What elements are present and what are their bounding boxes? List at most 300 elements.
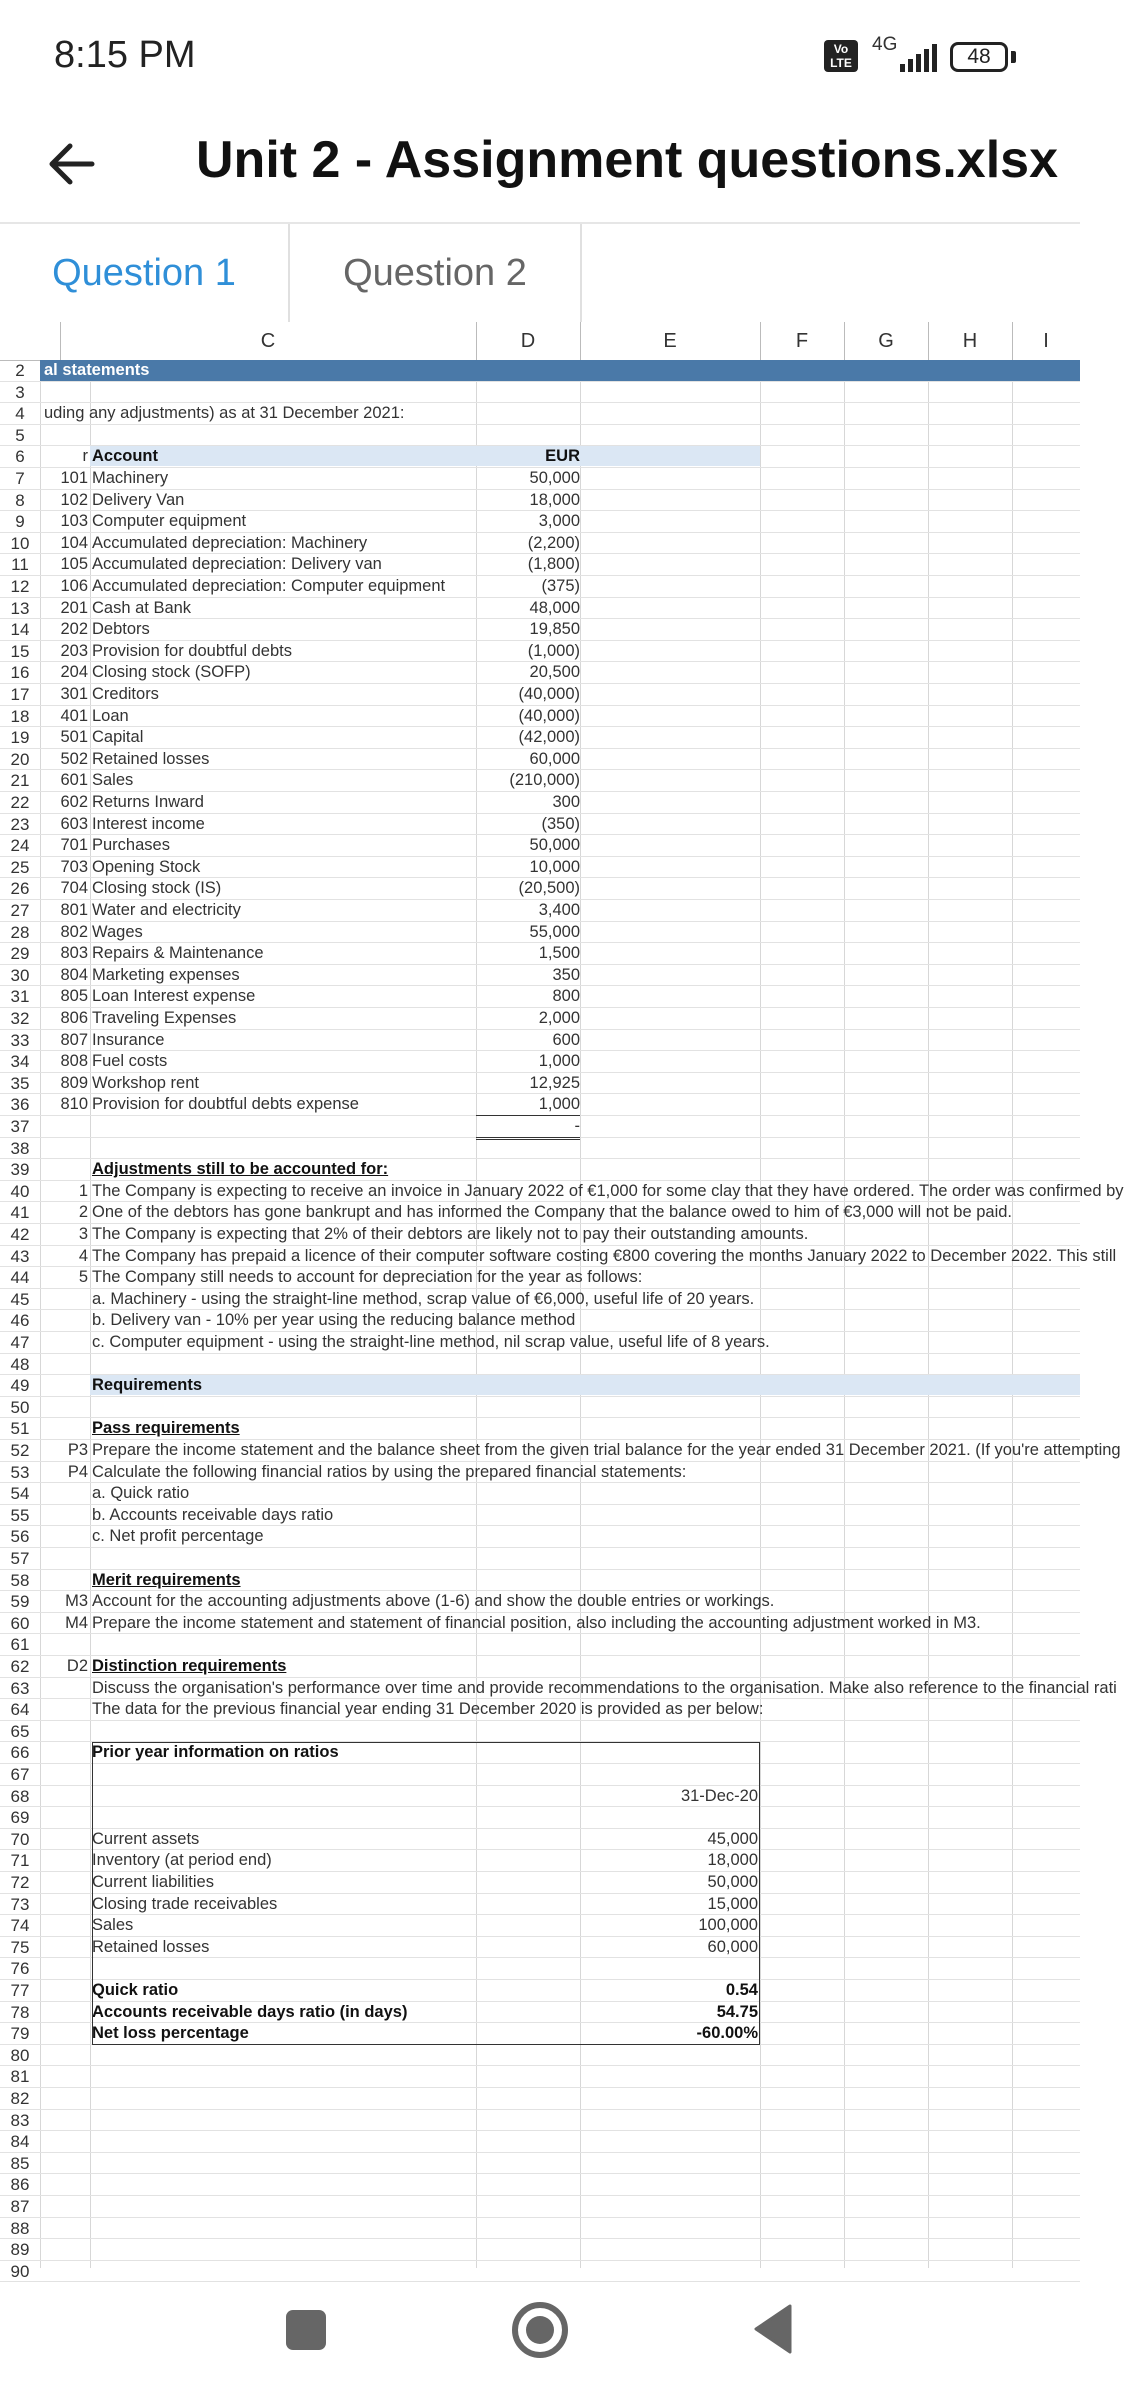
sheet-row[interactable] [0,1397,1080,1419]
cell-b[interactable]: 601 [60,771,88,790]
row-number[interactable]: 71 [10,1851,30,1871]
row-number[interactable]: 52 [10,1441,30,1460]
cell-b[interactable]: 1 [78,1181,88,1200]
row-number[interactable]: 59 [10,1592,30,1612]
sheet-row[interactable] [0,662,1080,684]
cell-c[interactable]: Loan [92,706,129,725]
sheet-row[interactable] [0,1440,1121,1462]
cell-d[interactable]: 600 [552,1030,580,1049]
row-number[interactable]: 19 [10,728,30,748]
row-number[interactable]: 65 [10,1721,30,1741]
sheet-row[interactable] [0,2174,1080,2196]
sheet-row[interactable] [0,360,1080,382]
cell-e[interactable]: -60.00% [696,2024,758,2043]
sheet-row[interactable] [0,2110,1080,2132]
cell-c[interactable]: Traveling Expenses [92,1009,237,1027]
sheet-row[interactable] [0,403,1080,425]
sheet-row[interactable] [0,2045,1080,2067]
sheet-row[interactable] [0,1073,1080,1095]
cell-c[interactable]: Provision for doubtful debts [92,641,292,660]
sheet-row[interactable] [0,382,1080,404]
cell-c[interactable]: Repairs & Maintenance [92,944,264,963]
cell-c[interactable]: Account for the accounting adjustments above (1-6) and show the double entries or workings. [92,1592,775,1611]
cell-b[interactable]: 502 [60,749,88,768]
row-number[interactable]: 7 [15,469,25,488]
row-number[interactable]: 8 [15,490,25,510]
cell-d[interactable]: (42,000) [518,728,580,747]
cell-c[interactable]: The Company has prepaid a licence of their computer software costing €800 covering the months January 2022 to December 2022. This still [92,1246,1117,1265]
row-number[interactable]: 69 [10,1808,30,1828]
cell-b[interactable]: 104 [60,533,88,552]
cell-e[interactable]: 31-Dec-20 [680,1786,758,1805]
column-header-c[interactable]: C [60,322,477,360]
cell-c[interactable]: b. Delivery van - 10% per year using the reducing balance method [92,1311,576,1330]
row-number[interactable]: 43 [10,1246,30,1266]
cell-d[interactable]: 3,400 [538,901,580,919]
cell-b[interactable]: 703 [60,857,88,876]
row-number[interactable]: 39 [10,1160,30,1180]
cell-e[interactable]: 18,000 [707,1851,758,1870]
sheet-row[interactable] [0,1570,1080,1592]
row-number[interactable]: 9 [15,512,25,532]
cell-c[interactable]: Wages [92,922,143,941]
sheet-row[interactable] [0,706,1080,728]
row-number[interactable]: 54 [10,1484,30,1504]
cell-c[interactable]: Creditors [92,685,159,703]
spreadsheet-grid[interactable] [0,360,1124,2281]
cell-b[interactable]: 807 [60,1030,88,1049]
sheet-row[interactable] [0,2088,1080,2110]
cell-e[interactable]: 54.75 [716,2002,758,2021]
sheet-row[interactable] [0,835,1080,857]
sheet-row[interactable] [0,1548,1080,1570]
row-number[interactable]: 25 [10,857,30,877]
cell-c[interactable]: Accumulated depreciation: Delivery van [92,555,382,574]
row-number[interactable]: 81 [10,2067,30,2087]
row-number[interactable]: 85 [10,2153,30,2173]
cell-b[interactable]: M4 [65,1613,88,1632]
home-icon[interactable] [510,2300,570,2360]
sheet-row[interactable] [0,986,1080,1008]
row-number[interactable]: 30 [10,965,30,985]
sheet-row[interactable] [0,1462,1080,1484]
row-number[interactable]: 61 [10,1635,30,1655]
cell-d[interactable]: (40,000) [518,685,580,703]
column-header-i[interactable]: I [1043,330,1049,352]
sheet-row[interactable] [0,468,1080,490]
row-number[interactable]: 74 [10,1916,30,1936]
cell-d[interactable]: 18,000 [529,490,580,509]
cell-c[interactable]: Closing stock (SOFP) [92,663,251,682]
sheet-row[interactable] [0,554,1080,576]
sheet-row[interactable] [0,2153,1080,2175]
sheet-row[interactable] [0,900,1080,922]
row-number[interactable]: 70 [10,1829,30,1849]
cell-d[interactable]: 55,000 [529,922,580,941]
cell-c[interactable]: Returns Inward [92,793,204,811]
cell-c[interactable]: Distinction requirements [92,1657,287,1675]
cell-c[interactable]: c. Net profit percentage [92,1527,264,1546]
cell-c[interactable]: Prepare the income statement and the balance sheet from the given trial balance for the year ended 31 December 2021. (If you're attempting [92,1441,1121,1459]
cell-c[interactable]: Quick ratio [92,1981,179,1999]
sheet-row[interactable] [0,1721,1080,1743]
row-number[interactable]: 64 [10,1700,30,1720]
row-number[interactable]: 35 [10,1073,30,1093]
cell-c[interactable]: uding any adjustments) as at 31 December 2021: [44,404,405,423]
row-number[interactable]: 15 [10,641,30,661]
row-number[interactable]: 67 [10,1765,30,1784]
cell-c[interactable]: a. Quick ratio [92,1484,190,1503]
row-number[interactable]: 18 [10,706,30,726]
cell-b[interactable]: 2 [78,1203,88,1222]
sheet-row[interactable] [0,1116,1080,1138]
cell-d[interactable]: 50,000 [529,836,580,855]
row-number[interactable]: 90 [10,2261,30,2281]
sheet-row[interactable] [0,1678,1117,1700]
sheet-row[interactable] [0,511,1080,533]
cell-b[interactable]: 202 [60,620,88,639]
sheet-row[interactable] [0,1656,1080,1678]
cell-c[interactable]: Closing trade receivables [92,1894,278,1913]
cell-c[interactable]: Purchases [92,836,170,855]
cell-c[interactable]: Computer equipment [92,512,247,531]
tab-question-2[interactable]: Question 2 [290,224,582,322]
cell-b[interactable]: P3 [67,1441,88,1459]
sheet-row[interactable] [0,1181,1124,1203]
cell-d[interactable]: 3,000 [538,512,580,531]
sheet-row[interactable] [0,1354,1080,1376]
cell-d[interactable]: EUR [545,447,580,466]
cell-c[interactable]: Current assets [92,1829,200,1848]
cell-c[interactable]: Adjustments still to be accounted for: [92,1160,389,1179]
cell-e[interactable]: 45,000 [707,1829,758,1848]
sheet-row[interactable] [0,1159,1080,1181]
row-number[interactable]: 29 [10,944,30,964]
cell-b[interactable]: 301 [60,685,88,703]
sheet-row[interactable] [0,1613,1080,1635]
row-number[interactable]: 63 [10,1678,30,1698]
cell-c[interactable]: Opening Stock [92,857,201,876]
cell-d[interactable]: 20,500 [529,663,580,682]
cell-d[interactable]: 1,500 [538,944,580,963]
cell-e[interactable]: 100,000 [698,1916,758,1935]
cell-c[interactable]: Accumulated depreciation: Machinery [92,533,368,552]
row-number[interactable]: 55 [10,1505,30,1525]
row-number[interactable]: 10 [10,533,30,553]
cell-c[interactable]: Provision for doubtful debts expense [92,1095,359,1114]
back-arrow-icon[interactable] [42,132,106,196]
cell-b[interactable]: 201 [60,598,88,617]
cell-b[interactable]: D2 [66,1657,88,1675]
row-number[interactable]: 53 [10,1462,30,1482]
cell-e[interactable]: 60,000 [707,1937,758,1956]
row-number[interactable]: 32 [10,1009,30,1028]
cell-d[interactable]: 10,000 [529,857,580,876]
row-number[interactable]: 2 [15,361,25,380]
cell-c[interactable]: Current liabilities [92,1873,214,1891]
nav-back-icon[interactable] [752,2304,792,2354]
cell-d[interactable]: (350) [541,814,580,833]
row-number[interactable]: 62 [10,1657,30,1676]
cell-c[interactable]: Retained losses [92,1937,210,1956]
row-number[interactable]: 31 [10,987,30,1007]
cell-c[interactable]: Requirements [92,1376,203,1395]
row-number[interactable]: 42 [10,1225,30,1244]
cell-b[interactable]: M3 [65,1592,88,1611]
cell-c[interactable]: Closing stock (IS) [92,879,222,898]
cell-c[interactable]: Net loss percentage [92,2024,249,2043]
column-header-f[interactable]: F [760,322,845,360]
cell-c[interactable]: b. Accounts receivable days ratio [92,1505,334,1524]
cell-c[interactable]: Workshop rent [92,1073,199,1092]
cell-c[interactable]: Calculate the following financial ratios by using the prepared financial statements: [92,1462,687,1481]
cell-c[interactable]: Water and electricity [92,901,241,919]
row-number[interactable]: 5 [15,425,25,445]
cell-b[interactable]: 105 [60,555,88,574]
row-number[interactable]: 14 [10,620,30,640]
cell-b[interactable]: 203 [60,641,88,660]
row-number[interactable]: 49 [10,1376,30,1396]
row-number[interactable]: 51 [10,1419,30,1439]
cell-c[interactable]: Prepare the income statement and statement of financial position, also including the accounting adjustment worked in M3. [92,1613,981,1632]
cell-b[interactable]: 704 [60,879,88,898]
row-number[interactable]: 86 [10,2175,30,2195]
sheet-row[interactable] [0,598,1080,620]
cell-b[interactable]: 3 [78,1225,88,1243]
cell-c[interactable]: The data for the previous financial year ending 31 December 2020 is provided as per below: [92,1700,764,1719]
cell-c[interactable]: Prior year information on ratios [92,1743,339,1762]
sheet-row[interactable] [0,1267,1080,1289]
sheet-row[interactable] [0,2131,1080,2153]
row-number[interactable]: 11 [11,555,29,575]
row-number[interactable]: 76 [10,1959,30,1979]
column-header-e[interactable]: E [580,322,761,360]
sheet-row[interactable] [0,684,1080,706]
row-number[interactable]: 68 [10,1786,30,1806]
row-number[interactable]: 24 [10,836,30,856]
cell-b[interactable]: 603 [60,814,88,833]
sheet-row[interactable] [0,1375,1080,1397]
cell-d[interactable]: 50,000 [529,469,580,487]
sheet-row[interactable] [0,1526,1080,1548]
cell-b[interactable]: 805 [60,987,88,1006]
cell-c[interactable]: Discuss the organisation's performance over time and provide recommendations to the organisation. Make also reference to the financial rati [92,1678,1117,1697]
sheet-row[interactable] [0,1030,1080,1052]
cell-b[interactable]: 803 [60,944,88,963]
cell-c[interactable]: One of the debtors has gone bankrupt and has informed the Company that the balance owed to him of €3,000 will not be paid. [92,1203,1013,1222]
cell-c[interactable]: Loan Interest expense [92,987,256,1006]
cell-d[interactable]: 60,000 [529,749,580,768]
sheet-row[interactable] [0,619,1080,641]
row-number[interactable]: 79 [10,2024,30,2044]
cell-c[interactable]: Merit requirements [92,1570,241,1589]
cell-c[interactable]: Account [92,447,158,466]
sheet-row[interactable] [0,425,1080,447]
cell-e[interactable]: 15,000 [707,1894,758,1913]
cell-c[interactable]: al statements [44,361,150,379]
row-number[interactable]: 57 [10,1549,30,1568]
cell-b[interactable]: 810 [60,1095,88,1114]
cell-b[interactable]: 808 [60,1052,88,1071]
cell-c[interactable]: Sales [92,771,134,790]
row-number[interactable]: 56 [10,1527,30,1547]
sheet-row[interactable] [0,857,1080,879]
cell-b[interactable]: 204 [60,663,88,682]
cell-c[interactable]: Inventory (at period end) [92,1851,272,1870]
sheet-row[interactable] [0,2066,1080,2088]
recents-icon[interactable] [286,2310,326,2350]
sheet-row[interactable] [0,1008,1080,1030]
cell-c[interactable]: a. Machinery - using the straight-line method, scrap value of €6,000, useful life of 20 years. [92,1289,755,1308]
cell-d[interactable]: (375) [541,577,580,595]
sheet-row[interactable] [0,1418,1080,1440]
cell-c[interactable]: Cash at Bank [92,598,192,617]
sheet-row[interactable] [0,533,1080,555]
cell-b[interactable]: 401 [60,706,88,725]
row-number[interactable]: 44 [10,1268,30,1288]
corner-cell[interactable] [0,322,61,360]
row-number[interactable]: 78 [10,2002,30,2022]
sheet-row[interactable] [0,1094,1080,1116]
row-number[interactable]: 34 [10,1052,30,1072]
row-number[interactable]: 46 [10,1311,30,1331]
cell-b[interactable]: 4 [78,1246,88,1265]
cell-b[interactable]: 103 [60,512,88,531]
cell-d[interactable]: (2,200) [527,533,580,552]
row-number[interactable]: 13 [10,598,30,618]
cell-c[interactable]: The Company still needs to account for depreciation for the year as follows: [92,1268,643,1287]
cell-d[interactable]: (1,800) [527,555,580,574]
cell-e[interactable]: 0.54 [725,1981,758,1999]
sheet-row[interactable] [0,490,1080,512]
row-number[interactable]: 41 [10,1203,30,1223]
sheet-row[interactable] [0,922,1080,944]
cell-b[interactable]: 5 [78,1268,88,1287]
sheet-row[interactable] [0,814,1080,836]
cell-b[interactable]: 102 [60,490,88,509]
row-number[interactable]: 82 [10,2089,30,2108]
row-number[interactable]: 27 [10,901,30,920]
cell-c[interactable]: Machinery [92,469,169,487]
cell-c[interactable]: c. Computer equipment - using the straight-line method, nil scrap value, useful life of 8 years. [92,1333,770,1351]
cell-b[interactable]: 602 [60,793,88,811]
cell-b[interactable]: P4 [67,1462,88,1481]
cell-d[interactable]: 1,000 [476,1094,580,1116]
cell-d[interactable]: 800 [552,987,580,1006]
cell-d[interactable]: (210,000) [509,771,580,790]
cell-c[interactable]: Pass requirements [92,1419,240,1438]
cell-b[interactable]: 701 [60,836,88,855]
sheet-row[interactable] [0,2196,1080,2218]
sheet-row[interactable] [0,770,1080,792]
sheet-row[interactable] [0,446,1080,468]
row-number[interactable]: 73 [10,1894,30,1914]
row-number[interactable]: 23 [10,814,30,834]
cell-d[interactable]: - [476,1116,580,1140]
sheet-row[interactable] [0,943,1080,965]
row-number[interactable]: 80 [10,2045,30,2065]
sheet-row[interactable] [0,576,1080,598]
cell-d[interactable]: 19,850 [529,620,580,639]
row-number[interactable]: 77 [10,1981,30,2000]
cell-c[interactable]: Delivery Van [92,490,185,509]
cell-c[interactable]: The Company is expecting to receive an invoice in January 2022 of €1,000 for some clay that they have ordered. The order was confirmed by [92,1181,1124,1200]
cell-c[interactable]: Marketing expenses [92,965,240,984]
cell-d[interactable]: 350 [552,965,580,984]
row-number[interactable]: 66 [10,1743,30,1763]
cell-b[interactable]: 809 [60,1073,88,1092]
sheet-row[interactable] [0,1051,1080,1073]
cell-c[interactable]: Retained losses [92,749,210,768]
column-header-h[interactable]: H [928,322,1013,360]
sheet-row[interactable] [0,1591,1080,1613]
row-number[interactable]: 50 [10,1397,30,1417]
row-number[interactable]: 26 [10,879,30,899]
row-number[interactable]: 38 [10,1138,30,1158]
cell-b[interactable]: r [82,447,88,466]
cell-b[interactable]: 801 [60,901,88,919]
row-number[interactable]: 20 [10,749,30,769]
row-number[interactable]: 21 [10,771,30,791]
cell-b[interactable]: 501 [60,728,88,747]
row-number[interactable]: 22 [10,793,30,812]
row-number[interactable]: 3 [15,382,25,402]
sheet-row[interactable] [0,1289,1080,1311]
sheet-row[interactable] [0,1332,1080,1354]
sheet-row[interactable] [0,1634,1080,1656]
sheet-row[interactable] [0,1699,1080,1721]
row-number[interactable]: 83 [10,2110,30,2130]
cell-c[interactable]: Fuel costs [92,1052,168,1071]
row-number[interactable]: 58 [10,1570,30,1590]
sheet-row[interactable] [0,1483,1080,1505]
cell-b[interactable]: 804 [60,965,88,984]
sheet-row[interactable] [0,1138,1080,1160]
cell-d[interactable]: 1,000 [538,1052,580,1071]
cell-d[interactable]: (20,500) [518,879,580,898]
row-number[interactable]: 4 [15,404,25,424]
cell-c[interactable]: Capital [92,728,144,747]
sheet-row[interactable] [0,792,1080,814]
sheet-row[interactable] [0,1310,1080,1332]
cell-c[interactable]: The Company is expecting that 2% of their debtors are likely not to pay their outstanding amounts. [92,1225,809,1243]
row-number[interactable]: 72 [10,1873,30,1892]
sheet-row[interactable] [0,878,1080,900]
row-number[interactable]: 17 [10,685,30,704]
cell-c[interactable]: Interest income [92,814,205,833]
sheet-row[interactable] [0,1202,1080,1224]
sheet-row[interactable] [0,727,1080,749]
row-number[interactable]: 48 [10,1354,30,1374]
cell-c[interactable]: Accumulated depreciation: Computer equipment [92,577,446,595]
cell-c[interactable]: Insurance [92,1030,165,1049]
cell-c[interactable]: Sales [92,1916,134,1935]
sheet-row[interactable] [0,965,1080,987]
row-number[interactable]: 88 [10,2218,30,2238]
cell-b[interactable]: 806 [60,1009,88,1027]
cell-d[interactable]: 48,000 [529,598,580,617]
sheet-row[interactable] [0,2239,1080,2261]
row-number[interactable]: 75 [10,1937,30,1957]
cell-d[interactable]: 12,925 [529,1073,580,1092]
cell-d[interactable]: (40,000) [518,706,580,725]
tab-question-1[interactable]: Question 1 [0,224,290,322]
cell-b[interactable]: 101 [60,469,88,487]
row-number[interactable]: 33 [10,1030,30,1050]
column-header-g[interactable]: G [844,322,929,360]
row-number[interactable]: 40 [10,1181,30,1201]
cell-c[interactable]: Debtors [92,620,150,639]
